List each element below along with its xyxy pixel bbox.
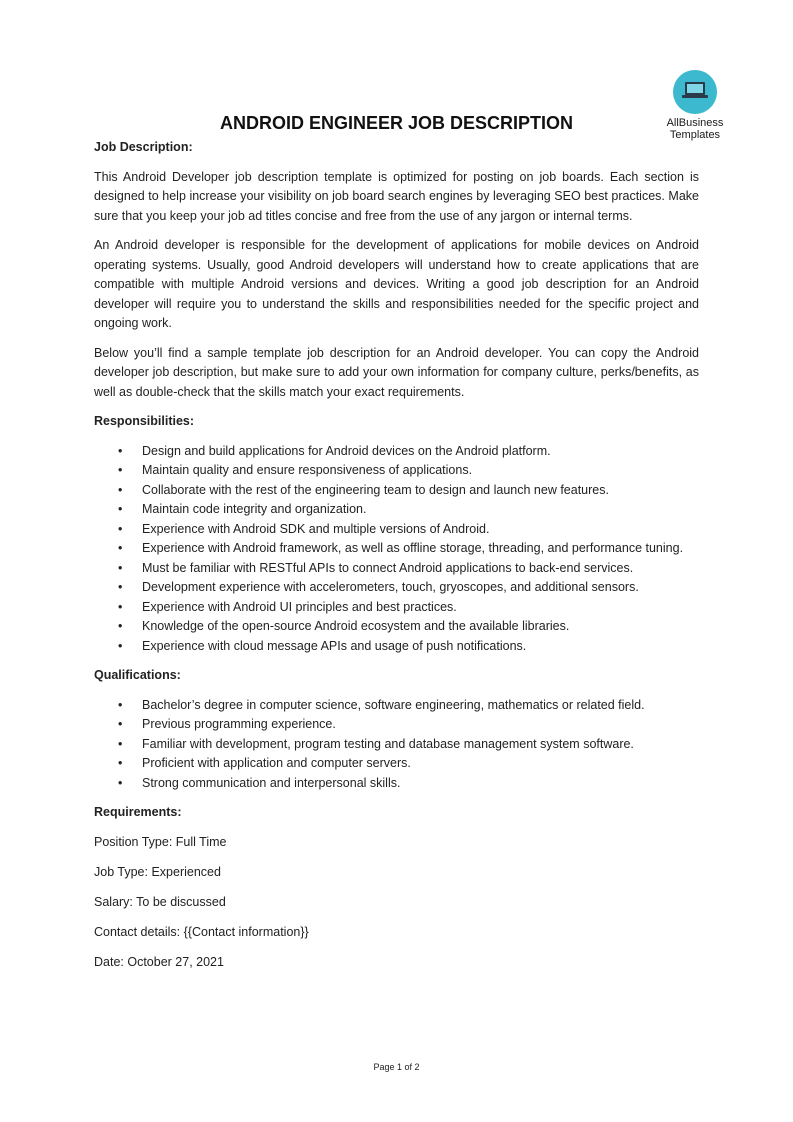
bullet: •: [118, 463, 123, 477]
list-item: • Must be familiar with RESTful APIs to connect Android applications to back-end services.: [94, 559, 699, 579]
list-item: • Development experience with accelerometers, touch, gryoscopes, and additional sensors.: [94, 578, 699, 598]
job-description-heading: Job Description:: [94, 140, 193, 154]
position-type: Position Type: Full Time: [94, 834, 227, 849]
bullet: •: [118, 541, 123, 555]
page-number: Page 1 of 2: [373, 1062, 420, 1072]
list-item: • Bachelor’s degree in computer science, software engineering, mathematics or related field.: [94, 696, 699, 716]
bullet: •: [118, 482, 123, 497]
bullet: •: [118, 756, 123, 770]
job-description-paragraph-1: This Android Developer job description template is optimized for posting on job boards. Each section is designed to help increase your visibility on job board search engines by leveraging SEO best practices. Make sure that you keep your job ad titles concise and free from the use of any jargon or internal terms.: [94, 169, 699, 223]
requirements-heading: Requirements:: [94, 805, 182, 819]
bullet: •: [118, 443, 123, 458]
bullet: •: [118, 638, 123, 653]
bullet: •: [118, 580, 123, 594]
list-item: • Maintain code integrity and organization.: [94, 500, 699, 520]
list-item: • Familiar with development, program testing and database management system software.: [94, 735, 699, 755]
job-type: Job Type: Experienced: [94, 864, 221, 879]
list-item: • Experience with Android UI principles and best practices.: [94, 598, 699, 618]
bullet: •: [118, 619, 123, 633]
list-item: • Experience with Android framework, as well as offline storage, threading, and performance tuning.: [94, 539, 699, 559]
laptop-icon: [673, 70, 717, 114]
bullet: •: [118, 775, 123, 790]
qualifications-list: [94, 696, 699, 794]
job-description-paragraph-2: An Android developer is responsible for the development of applications for mobile devices on Android operating systems. Usually, good Android developers will understand how to create applications that are compatible with multiple Android versions and devices. Writing a good job description for an Android developer will require you to understand the skills and responsibilities needed for the specific project and ongoing work.: [94, 238, 699, 330]
list-item: • Experience with cloud message APIs and usage of push notifications.: [94, 637, 699, 657]
bullet: •: [118, 502, 123, 516]
bullet: •: [118, 521, 123, 536]
responsibilities-heading: Responsibilities:: [94, 414, 195, 428]
list-item: • Previous programming experience.: [94, 715, 699, 735]
list-item: • Maintain quality and ensure responsiveness of applications.: [94, 461, 699, 481]
bullet: •: [118, 599, 123, 614]
logo-line-2: Templates: [669, 129, 721, 141]
responsibilities-list: [94, 442, 699, 657]
bullet: •: [118, 736, 123, 751]
logo-line-1: AllBusiness: [666, 117, 724, 129]
list-item: • Strong communication and interpersonal skills.: [94, 774, 699, 794]
list-item: • Proficient with application and computer servers.: [94, 754, 699, 774]
list-item: • Knowledge of the open-source Android ecosystem and the available libraries.: [94, 617, 699, 637]
list-item: • Collaborate with the rest of the engineering team to design and launch new features.: [94, 481, 699, 501]
document-body: [94, 138, 699, 983]
qualifications-heading: Qualifications:: [94, 668, 181, 682]
date: Date: October 27, 2021: [94, 954, 224, 969]
bullet: •: [118, 717, 123, 731]
bullet: •: [118, 697, 123, 712]
page-title: ANDROID ENGINEER JOB DESCRIPTION: [219, 113, 574, 133]
job-description-paragraph-3: Below you’ll find a sample template job description for an Android developer. You can copy the Android developer job description, but make sure to add your own information for company culture, perks/benefits, as well as double-check that the skills match your exact requirements.: [94, 345, 699, 399]
list-item: • Design and build applications for Android devices on the Android platform.: [94, 442, 699, 462]
contact-details: Contact details: {{Contact information}}: [94, 924, 309, 939]
bullet: •: [118, 560, 123, 575]
list-item: • Experience with Android SDK and multiple versions of Android.: [94, 520, 699, 540]
salary: Salary: To be discussed: [94, 894, 226, 909]
